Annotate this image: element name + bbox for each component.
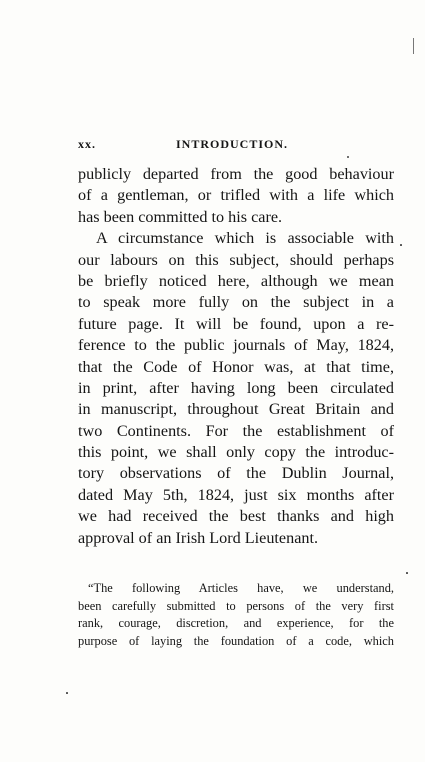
body-line: in manuscript, throughout Great Britain and (78, 400, 394, 419)
body-line: that the Code of Honor was, at that time, (78, 357, 394, 376)
body-line: two Continents. For the establishment of (78, 421, 394, 440)
body-line: approval of an Irish Lord Lieutenant. (78, 528, 319, 547)
body-line: this point, we shall only copy the introduc- (78, 443, 394, 462)
footnote-line: been carefully submitted to persons of the very first (78, 598, 394, 613)
scan-speck (400, 244, 402, 246)
scan-speck (66, 692, 68, 694)
page-number: xx. (78, 137, 96, 151)
body-line: A circumstance which is associable with (96, 229, 394, 248)
body-line: has been committed to his care. (78, 207, 283, 226)
body-line: in print, after having long been circulated (78, 378, 394, 397)
body-line: to speak more fully on the subject in a (78, 293, 394, 312)
body-line: publicly departed from the good behaviour (78, 165, 394, 183)
body-line: tory observations of the Dublin Journal, (78, 464, 394, 483)
body-text (78, 164, 394, 549)
footnote-line: rank, courage, discretion, and experience, for the (78, 616, 394, 631)
scan-speck (347, 156, 349, 158)
body-line: ference to the public journals of May, 1824, (78, 336, 394, 355)
body-line: we had received the best thanks and high (78, 507, 394, 526)
body-line: our labours on this subject, should perhaps (78, 250, 394, 269)
scan-speck (406, 572, 408, 574)
body-line: future page. It will be found, upon a re- (78, 314, 394, 333)
body-line: of a gentleman, or trifled with a life which (78, 186, 394, 205)
footnote-line: “The following Articles have, we understand, (88, 581, 394, 595)
body-line: be briefly noticed here, although we mean (78, 271, 394, 290)
body-line: dated May 5th, 1824, just six months after (78, 485, 394, 504)
footnote (78, 580, 394, 650)
scan-edge-mark (413, 38, 414, 54)
running-title: INTRODUCTION. (176, 137, 289, 151)
footnote-line: purpose of laying the foundation of a code, which (78, 633, 394, 648)
page-header (78, 137, 388, 153)
